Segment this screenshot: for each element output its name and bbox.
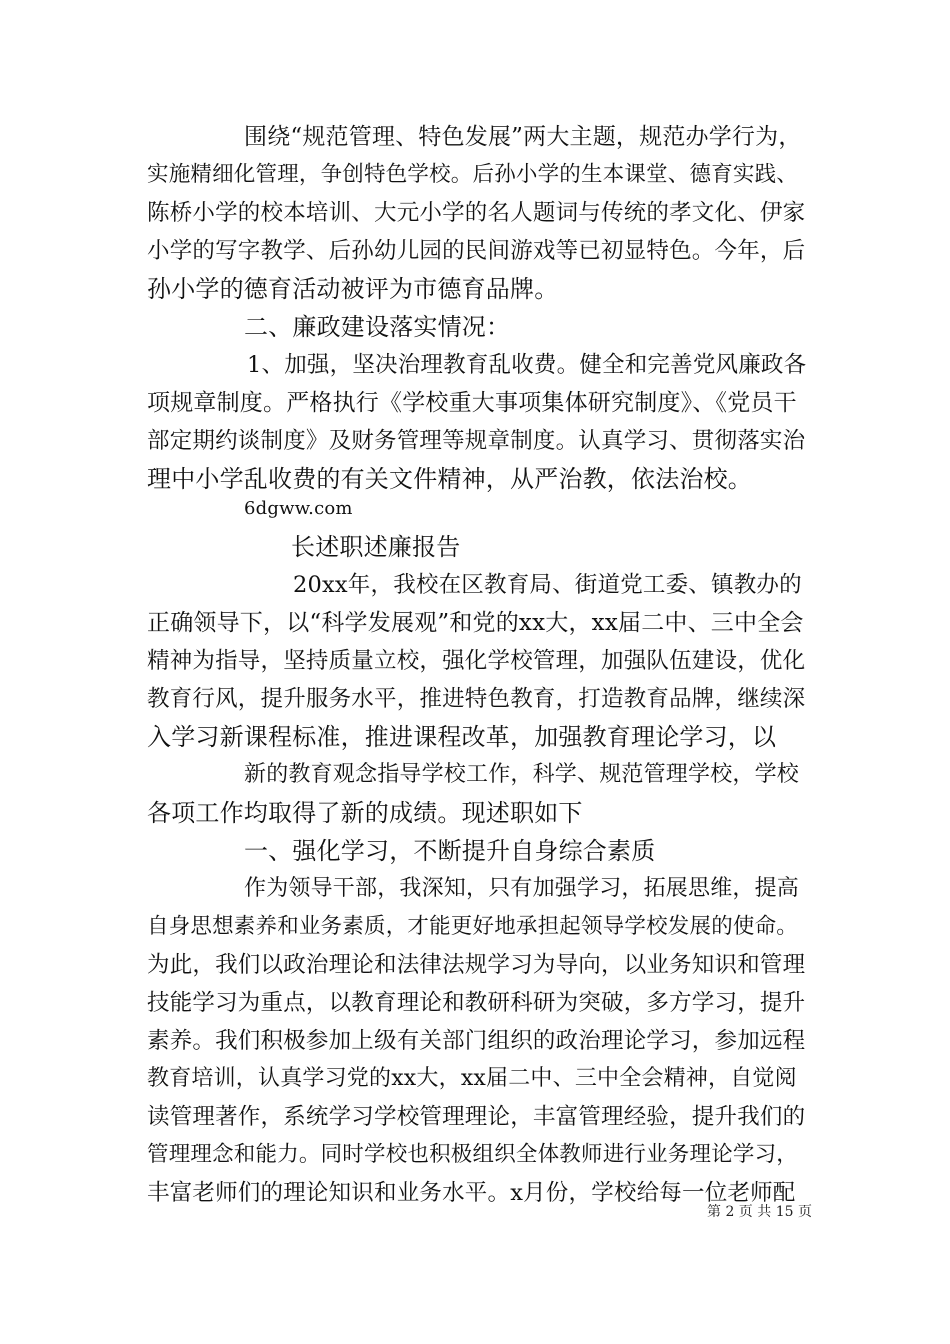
text-line: 部定期约谈制度》及财务管理等规章制度。认真学习、贯彻落实治 bbox=[147, 428, 806, 454]
text-line: 作为领导干部，我深知，只有加强学习，拓展思维，提高 bbox=[244, 876, 800, 901]
text-line: 围绕“规范管理、特色发展”两大主题，规范办学行为， bbox=[244, 124, 802, 150]
page-footer: 第 2 页 共 15 页 bbox=[707, 1204, 812, 1220]
text-line: 实施精细化管理，争创特色学校。后孙小学的生本课堂、德育实践、 bbox=[147, 162, 799, 187]
text-line: 为此，我们以政治理论和法律法规学习为导向，以业务知识和管理 bbox=[147, 952, 806, 978]
text-line: 陈桥小学的校本培训、大元小学的名人题词与传统的孝文化、伊家 bbox=[147, 200, 806, 226]
text-line: 各项工作均取得了新的成绩。现述职如下 bbox=[147, 799, 583, 827]
text-line: 孙小学的德育活动被评为市德育品牌。 bbox=[147, 275, 559, 303]
text-line: 技能学习为重点，以教育理论和教研科研为突破，多方学习，提升 bbox=[147, 990, 806, 1016]
text-line: 入学习新课程标准，推进课程改革，加强教育理论学习，以 bbox=[147, 723, 777, 751]
text-line: 1、加强，坚决治理教育乱收费。健全和完善党风廉政各 bbox=[247, 352, 807, 378]
text-line: 理中小学乱收费的有关文件精神，从严治教，依法治校。 bbox=[147, 465, 752, 493]
section-heading: 二、廉政建设落实情况： bbox=[244, 313, 511, 341]
text-line: 项规章制度。严格执行《学校重大事项集体研究制度》、《党员干 bbox=[147, 390, 797, 416]
report-title: 长述职述廉报告 bbox=[291, 533, 461, 561]
text-line: 小学的写字教学、后孙幼儿园的民间游戏等已初显特色。今年，后 bbox=[147, 238, 806, 264]
text-line: 教育培训，认真学习党的xx大，xx届二中、三中全会精神，自觉阅 bbox=[147, 1066, 797, 1091]
text-line: 教育行风，提升服务水平，推进特色教育，打造教育品牌，继续深 bbox=[147, 686, 806, 712]
text-line: 20xx年，我校在区教育局、街道党工委、镇教办的 bbox=[293, 572, 802, 598]
text-line: 新的教育观念指导学校工作，科学、规范管理学校，学校 bbox=[244, 762, 800, 787]
section-heading: 一、强化学习，不断提升自身综合素质 bbox=[244, 837, 656, 865]
text-line: 自身思想素养和业务素质，才能更好地承担起领导学校发展的使命。 bbox=[147, 914, 799, 939]
text-line: 精神为指导，坚持质量立校，强化学校管理，加强队伍建设，优化 bbox=[147, 648, 806, 674]
website-text: 6dgww.com bbox=[244, 498, 353, 519]
text-line: 正确领导下，以“科学发展观”和党的xx大，xx届二中、三中全会 bbox=[147, 610, 804, 636]
text-line: 管理理念和能力。同时学校也积极组织全体教师进行业务理论学习， bbox=[147, 1142, 799, 1167]
text-line: 读管理著作，系统学习学校管理理论，丰富管理经验，提升我们的 bbox=[147, 1104, 806, 1130]
text-line: 素养。我们积极参加上级有关部门组织的政治理论学习，参加远程 bbox=[147, 1028, 806, 1054]
text-line: 丰富老师们的理论知识和业务水平。x月份，学校给每一位老师配 bbox=[147, 1180, 796, 1206]
